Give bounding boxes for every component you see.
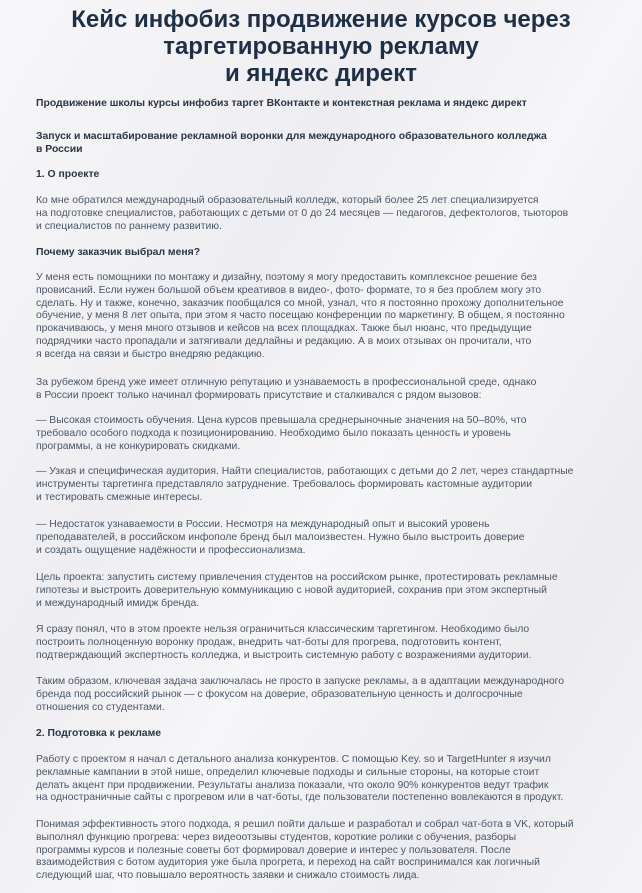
paragraph-line: обучение, у меня 8 лет опыта, при этом я часто посещаю конференции по маркетингу. В общем, я постоянно bbox=[36, 310, 565, 322]
paragraph-line: программы, а не конкурировать скидками. bbox=[36, 440, 241, 452]
paragraph-line: следующий шаг, что повышало вероятность заявки и снижало стоимость лида. bbox=[36, 870, 420, 882]
section1-heading bbox=[36, 169, 620, 182]
subtitle bbox=[36, 98, 620, 111]
paragraph-line: Ко мне обратился международный образовательный колледж, который более 25 лет специализируется bbox=[36, 195, 539, 206]
paragraph-line: За рубежом бренд уже имеет отличную репутацию и узнаваемость в профессиональной среде, однако bbox=[36, 377, 537, 388]
section2-heading bbox=[36, 728, 620, 741]
paragraph-line: Я сразу понял, что в этом проекте нельзя ограничиться классическим таргетингом. Необходимо было bbox=[36, 624, 530, 635]
paragraph-line: и специалистов по раннему развитию. bbox=[36, 220, 222, 232]
paragraph-line: в России проект только начинал формировать присутствие и сталкивался с рядом вызовов: bbox=[36, 389, 482, 401]
challenge-cost bbox=[36, 415, 620, 453]
paragraph-line: Таким образом, ключевая задача заключалась не просто в запуске рекламы, а в адаптации международного bbox=[36, 676, 565, 687]
realized-paragraph bbox=[36, 624, 620, 662]
paragraph-line: преподавателей, в российском инфополе бренд был малоизвестен. Нужно было выстроить доверие bbox=[36, 531, 525, 543]
paragraph-line: на подготовке специалистов, работающих с детьми от 0 до 24 месяцев — педагогов, дефектологов, тьюторов bbox=[36, 207, 569, 219]
launch-heading bbox=[36, 131, 620, 157]
why-paragraph bbox=[36, 272, 620, 362]
paragraph-line: Понимая эффективность этого подхода, я решил пойти дальше и разработал и собрал чат-бота в VK, который bbox=[36, 819, 574, 830]
section-heading-text: 2. Подготовка к рекламе bbox=[36, 728, 162, 739]
page-title bbox=[20, 6, 622, 87]
paragraph-line: провисаний. Если нужен большой объем креативов в видео-, фото- формате, то я без проблем могу это bbox=[36, 284, 542, 296]
paragraph-line: выполнял функцию прогрева: через видеоотзывы студентов, короткие ролики с обучения, разборы bbox=[36, 831, 517, 843]
paragraph-line: и международный имидж бренда. bbox=[36, 597, 200, 609]
paragraph-line: на одностраничные сайты с прогревом или в чат-боты, где пользователи постепенно вовлекаются в продукт. bbox=[36, 792, 564, 804]
subtitle-text: Продвижение школы курсы инфобиз таргет ВКонтакте и контекстная реклама и яндекс директ bbox=[36, 98, 527, 109]
paragraph-line: взаимодействия с ботом аудитория уже была прогрета, и переход на сайт воспринимался как логичный bbox=[36, 857, 540, 869]
paragraph-line: я всегда на связи и быстро внедряю редакцию. bbox=[36, 348, 265, 360]
paragraph-line: сделать. Ну и также, конечно, заказчик пообщался со мной, узнал, что я постоянно прохожу дополнительное bbox=[36, 297, 564, 309]
paragraph-line: делать акцент при продвижении. Результаты анализа показали, что около 90% конкурентов ведут трафик bbox=[36, 779, 549, 791]
paragraph-line: подтверждающий экспертность колледжа, и выстроить системную работу с возражениями аудитории. bbox=[36, 649, 532, 661]
paragraph-line: программы курсов и полезные советы бот формировал доверие и интерес у пользователя. После bbox=[36, 844, 511, 856]
challenge-awareness bbox=[36, 519, 620, 557]
why-heading bbox=[36, 247, 620, 260]
paragraph-line: требовало особого подхода к позиционированию. Необходимо было показать ценность и уровень bbox=[36, 427, 511, 439]
launch-heading-line: в России bbox=[36, 143, 83, 155]
paragraph-line: гипотезы и выстроить доверительную коммуникацию с новой аудиторией, сохранив при этом экспертный bbox=[36, 584, 547, 596]
paragraph-line: и тестировать смежные интересы. bbox=[36, 491, 203, 503]
goal-paragraph bbox=[36, 572, 620, 610]
paragraph-line: подрядчики часто пропадали и затягивали дедлайны и редакцию. А в моих отзывах он прочитали, что bbox=[36, 335, 532, 347]
paragraph-line: и создать ощущение надёжности и профессионализма. bbox=[36, 544, 306, 556]
prep-paragraph bbox=[36, 754, 620, 805]
section-heading-text: Почему заказчик выбрал меня? bbox=[36, 247, 201, 258]
abroad-paragraph bbox=[36, 377, 620, 403]
section-heading-text: 1. О проекте bbox=[36, 169, 100, 180]
funnel-paragraph bbox=[36, 819, 620, 883]
paragraph-line: построить полноценную воронку продаж, внедрить чат-боты для прогрева, подготовить контент, bbox=[36, 636, 502, 648]
about-paragraph bbox=[36, 195, 620, 233]
title-line: и яндекс директ bbox=[225, 60, 417, 87]
title-line: Кейс инфобиз продвижение курсов через bbox=[71, 6, 571, 33]
title-line: таргетированную рекламу bbox=[163, 33, 479, 60]
paragraph-line: бренда под российский рынок — с фокусом на доверие, образовательную ценность и долгосрочные bbox=[36, 688, 523, 700]
paragraph-line: — Узкая и специфическая аудитория. Найти специалистов, работающих с детьми до 2 лет, через стандартные bbox=[36, 466, 574, 477]
paragraph-line: инструменты таргетинга представляло затруднение. Требовалось формировать кастомные аудитории bbox=[36, 478, 533, 490]
paragraph-line: рекламные кампании в этой нише, определил ключевые подходы и сильные стороны, на которые стоит bbox=[36, 766, 540, 778]
paragraph-line: — Высокая стоимость обучения. Цена курсов превышала среднерыночные значения на 50–80%, что bbox=[36, 415, 527, 426]
paragraph-line: отношения со студентами. bbox=[36, 701, 165, 713]
challenge-audience bbox=[36, 466, 620, 504]
paragraph-line: Цель проекта: запустить систему привлечения студентов на российском рынке, протестировать рекламные bbox=[36, 572, 558, 583]
launch-heading-line: Запуск и масштабирование рекламной воронки для международного образовательного колледжа bbox=[36, 131, 547, 142]
paragraph-line: Работу с проектом я начал с детального анализа конкурентов. С помощью Key. so и TargetHunter я изучил bbox=[36, 754, 551, 765]
paragraph-line: — Недостаток узнаваемости в России. Несмотря на международный опыт и высокий уровень bbox=[36, 519, 490, 530]
summary-paragraph bbox=[36, 676, 620, 714]
paragraph-line: прокачиваюсь, у меня много отзывов и кейсов на всех площадках. Также был нюанс, что предыдущие bbox=[36, 323, 532, 335]
paragraph-line: У меня есть помощники по монтажу и дизайну, поэтому я могу предоставить комплексное решение без bbox=[36, 272, 537, 283]
